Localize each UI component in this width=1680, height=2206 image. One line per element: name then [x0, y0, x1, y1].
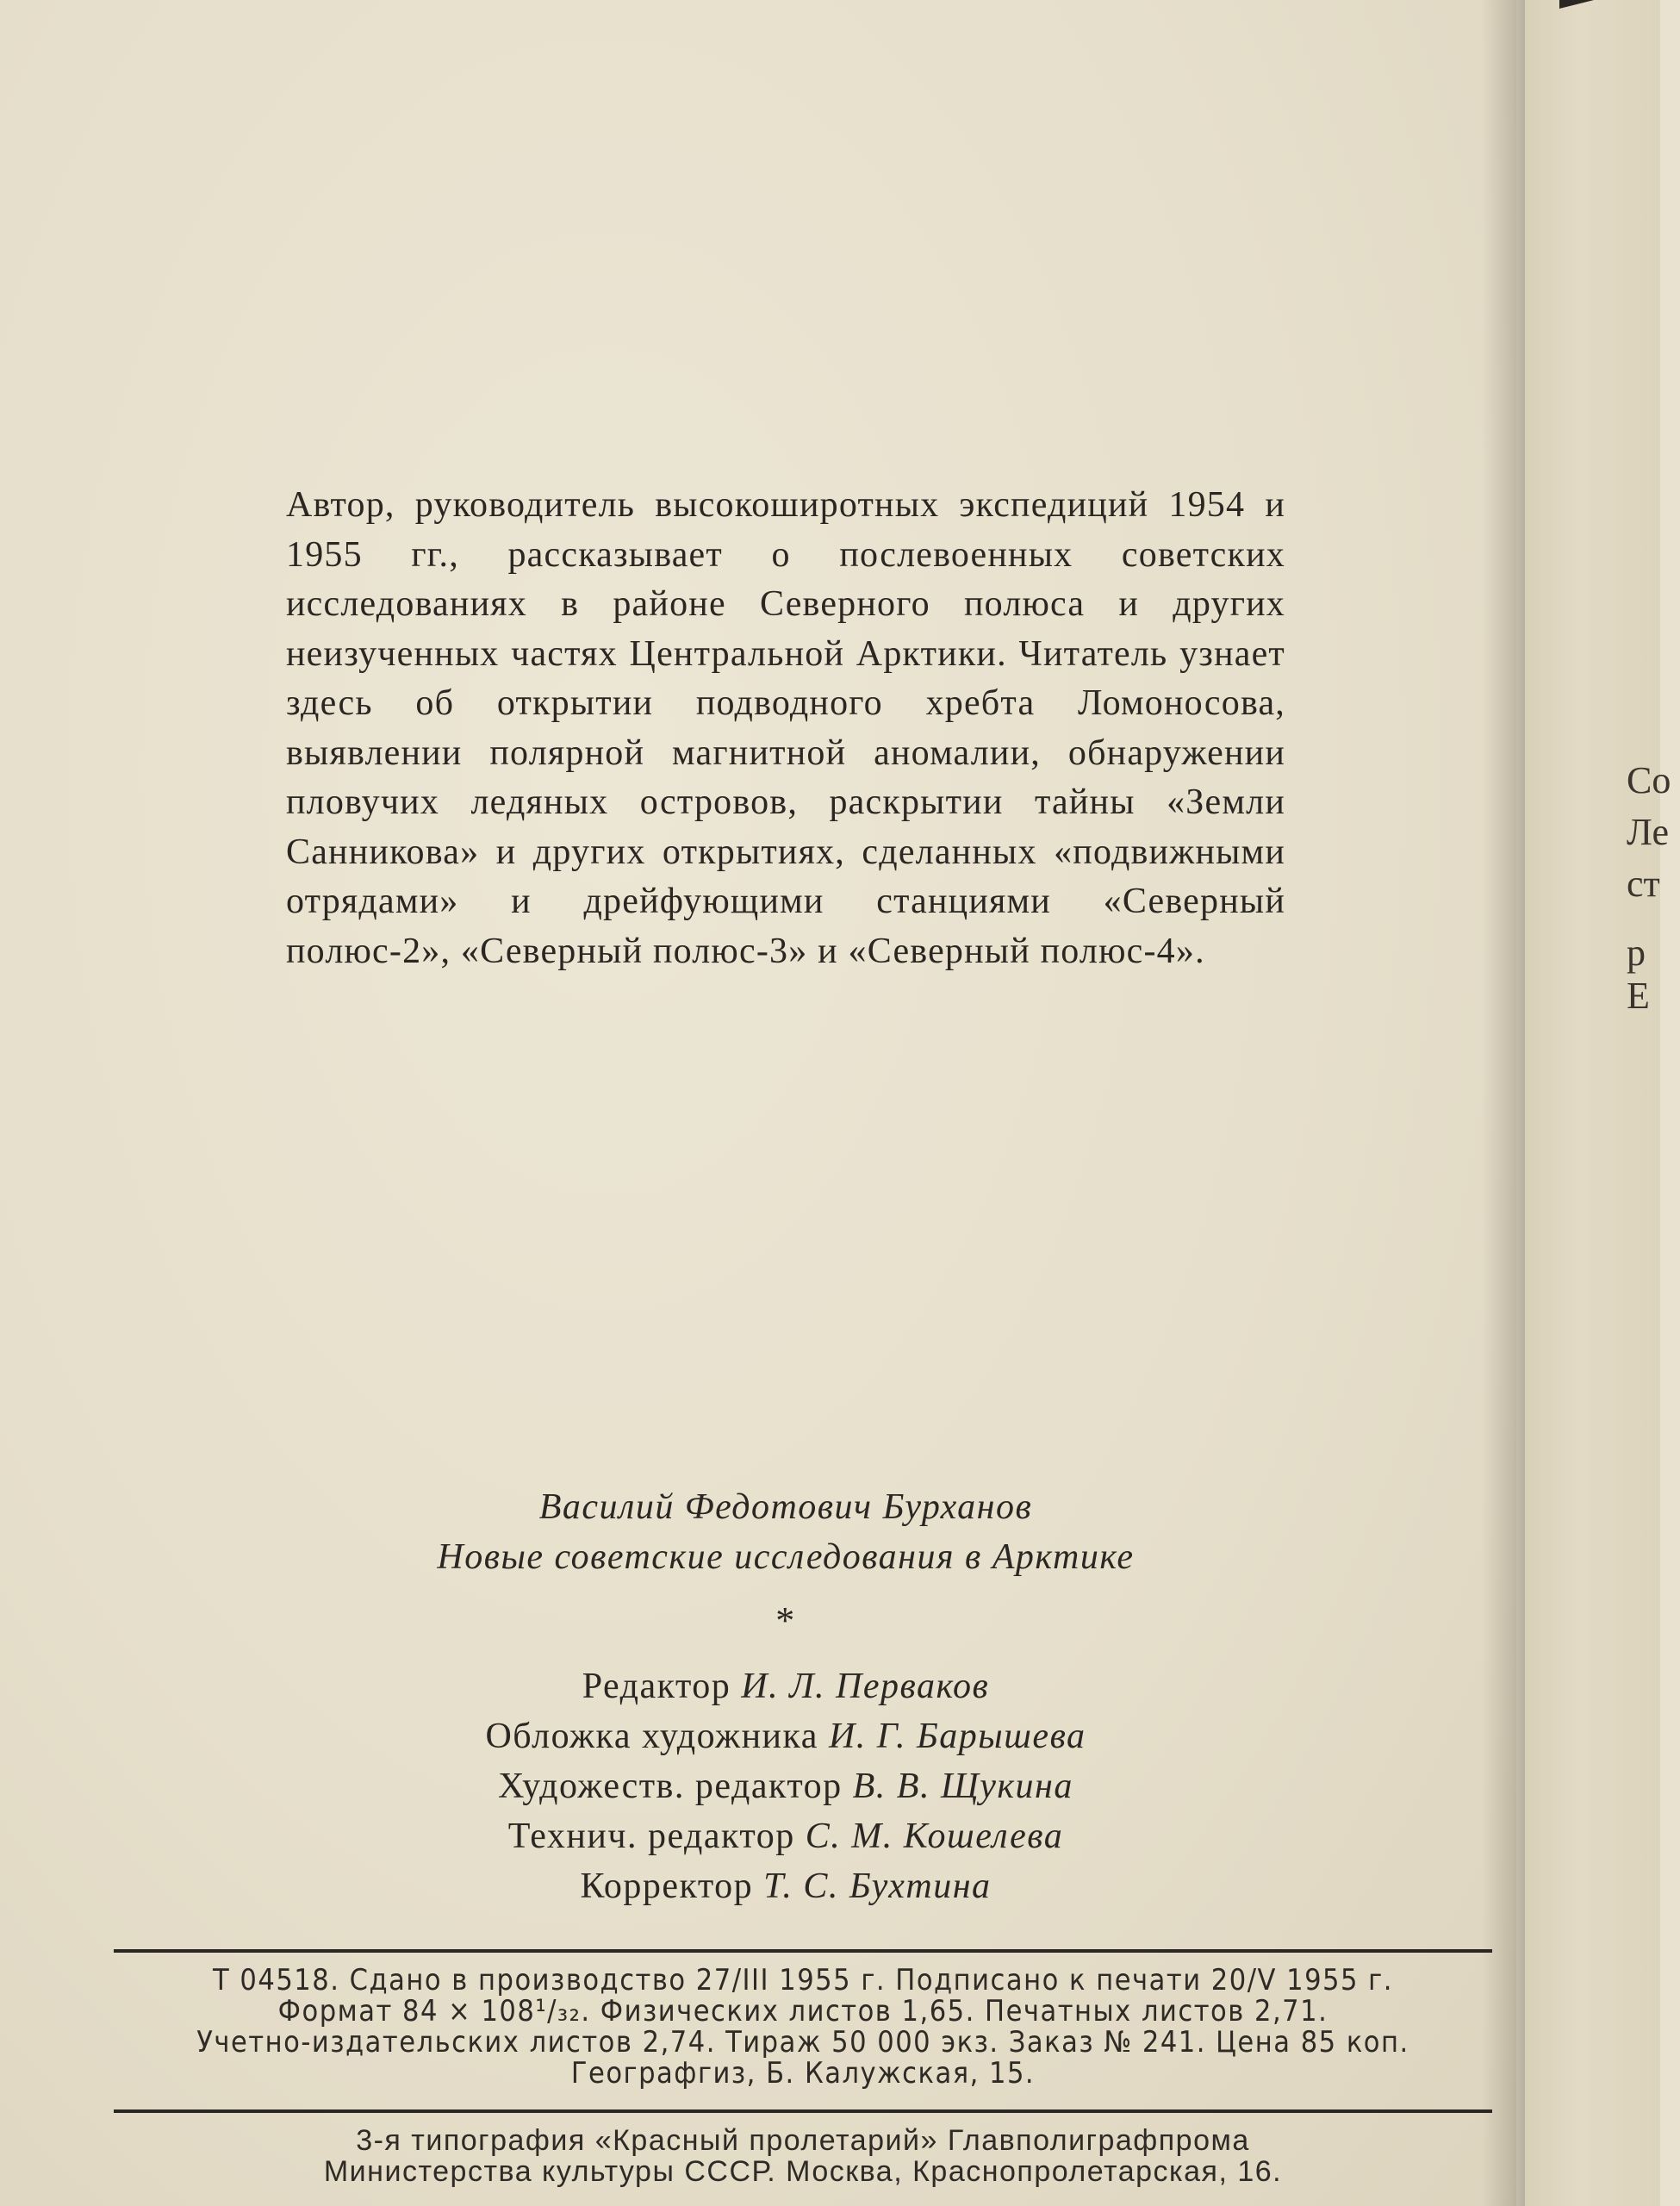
imprint-line: Т 04518. Сдано в производство 27/III 1955 г. Подписано к печати 20/V 1955 г.: [213, 1963, 1393, 1997]
separator-asterisk: *: [775, 1599, 796, 1642]
adjacent-page-fragment: Ле: [1627, 811, 1670, 853]
adjacent-page-fragment: Е: [1627, 975, 1650, 1017]
imprint-block: [114, 1965, 1492, 2089]
abstract-text: Автор, руководитель высокоширотных экспедиций 1954 и 1955 гг., рассказывает о послевоенных советских исследованиях в районе Северного полюса и других неизученных частях Центральной Арктики. Читатель узнает здесь об открытии подводного хребта Ломоносова, выявлении полярной магнитной аномалии, обнаружении пловучих ледяных островов, раскрытии тайны «Земли Санникова» и других открытиях, сделанных «подвижными отрядами» и дрейфующими станциями «Северный полюс-2», «Северный полюс-3» и «Северный полюс-4».: [286, 485, 1285, 971]
printer-line: Министерства культуры СССР. Москва, Краснопролетарская, 16.: [323, 2155, 1283, 2188]
imprint-line: Формат 84 × 108¹/₃₂. Физических листов 1,65. Печатных листов 2,71.: [277, 1994, 1328, 2028]
adjacent-page-mark: [1559, 0, 1680, 69]
adjacent-page-fragment: Со: [1627, 759, 1671, 801]
imprint-top-rule: [114, 1949, 1492, 1953]
credit-editor: Редактор И. Л. Перваков: [582, 1667, 990, 1706]
credit-cover-artist: Обложка художника И. Г. Барышева: [485, 1717, 1086, 1756]
credit-tech-editor: Технич. редактор С. М. Кошелева: [507, 1817, 1064, 1856]
book-title: Новые советские исследования в Арктике: [437, 1537, 1135, 1577]
imprint-line: Географгиз, Б. Калужская, 15.: [570, 2056, 1036, 2091]
imprint-bottom-rule: [114, 2109, 1492, 2113]
book-author: Василий Федотович Бурханов: [538, 1487, 1033, 1527]
adjacent-page-edge: [1525, 0, 1671, 2206]
printer-line: 3-я типография «Красный пролетарий» Главполиграфпрома: [356, 2124, 1250, 2157]
credits-block: [286, 1482, 1285, 1911]
credit-proofreader: Корректор Т. С. Бухтина: [580, 1866, 992, 1906]
adjacent-page-fragment: р: [1627, 932, 1646, 974]
printer-block: [114, 2125, 1492, 2187]
book-abstract: [286, 481, 1285, 976]
credit-art-editor: Художеств. редактор В. В. Щукина: [498, 1767, 1073, 1806]
adjacent-page-fragment: ст: [1627, 863, 1660, 905]
imprint-line: Учетно-издательских листов 2,74. Тираж 50 000 экз. Заказ № 241. Цена 85 коп.: [196, 2025, 1409, 2060]
